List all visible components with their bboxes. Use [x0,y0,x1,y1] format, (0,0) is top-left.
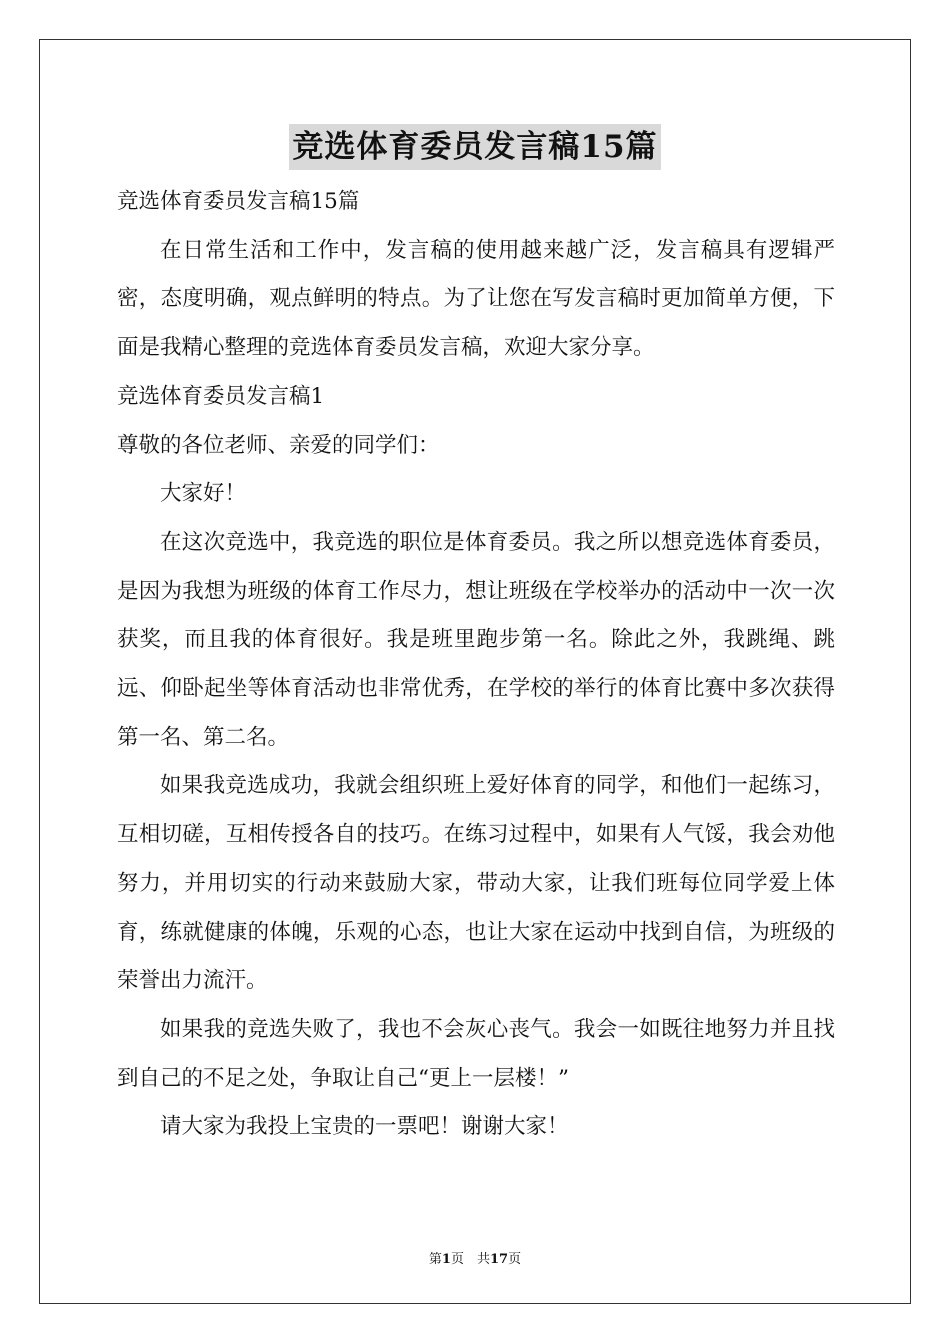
document-body [117,178,835,1152]
body-paragraph: 如果我的竞选失败了，我也不会灰心丧气。我会一如既往地努力并且找到自己的不足之处，争取让自己“更上一层楼！” [117,1016,835,1091]
page-prefix: 第 [428,1252,442,1267]
page-total: 17 [489,1252,509,1267]
closing-paragraph: 请大家为我投上宝贵的一票吧！谢谢大家！ [160,1114,569,1140]
body-paragraph: 如果我竞选成功，我就会组织班上爱好体育的同学，和他们一起练习，互相切磋，互相传授各自的技巧。在练习过程中，如果有人气馁，我会劝他努力，并用切实的行动来鼓励大家，带动大家，让我们班每位同学爱上体育，练就健康的体魄，乐观的心态，也让大家在运动中找到自信，为班级的荣誉出力流汗。 [117,773,835,994]
subtitle-line: 竞选体育委员发言稿15篇 [117,189,360,214]
page-footer [0,1248,950,1267]
page-suffix: 页 [508,1252,522,1267]
document-title: 竞选体育委员发言稿15篇 [289,124,660,170]
intro-paragraph: 在日常生活和工作中，发言稿的使用越来越广泛，发言稿具有逻辑严密，态度明确，观点鲜明的特点。为了让您在写发言稿时更加简单方便，下面是我精心整理的竞选体育委员发言稿，欢迎大家分享。 [117,237,835,361]
body-paragraph: 在这次竞选中，我竞选的职位是体育委员。我之所以想竞选体育委员，是因为我想为班级的体育工作尽力，想让班级在学校举办的活动中一次一次获奖，而且我的体育很好。我是班里跑步第一名。除此之外，我跳绳、跳远、仰卧起坐等体育活动也非常优秀，在学校的举行的体育比赛中多次获得第一名、第二名。 [117,529,835,750]
page-current: 1 [441,1252,451,1267]
salutation: 尊敬的各位老师、亲爱的同学们： [117,432,440,458]
page-mid: 页 共 [450,1252,490,1267]
title-container [0,124,950,170]
greeting: 大家好！ [160,481,247,507]
section-heading: 竞选体育委员发言稿1 [117,383,325,409]
